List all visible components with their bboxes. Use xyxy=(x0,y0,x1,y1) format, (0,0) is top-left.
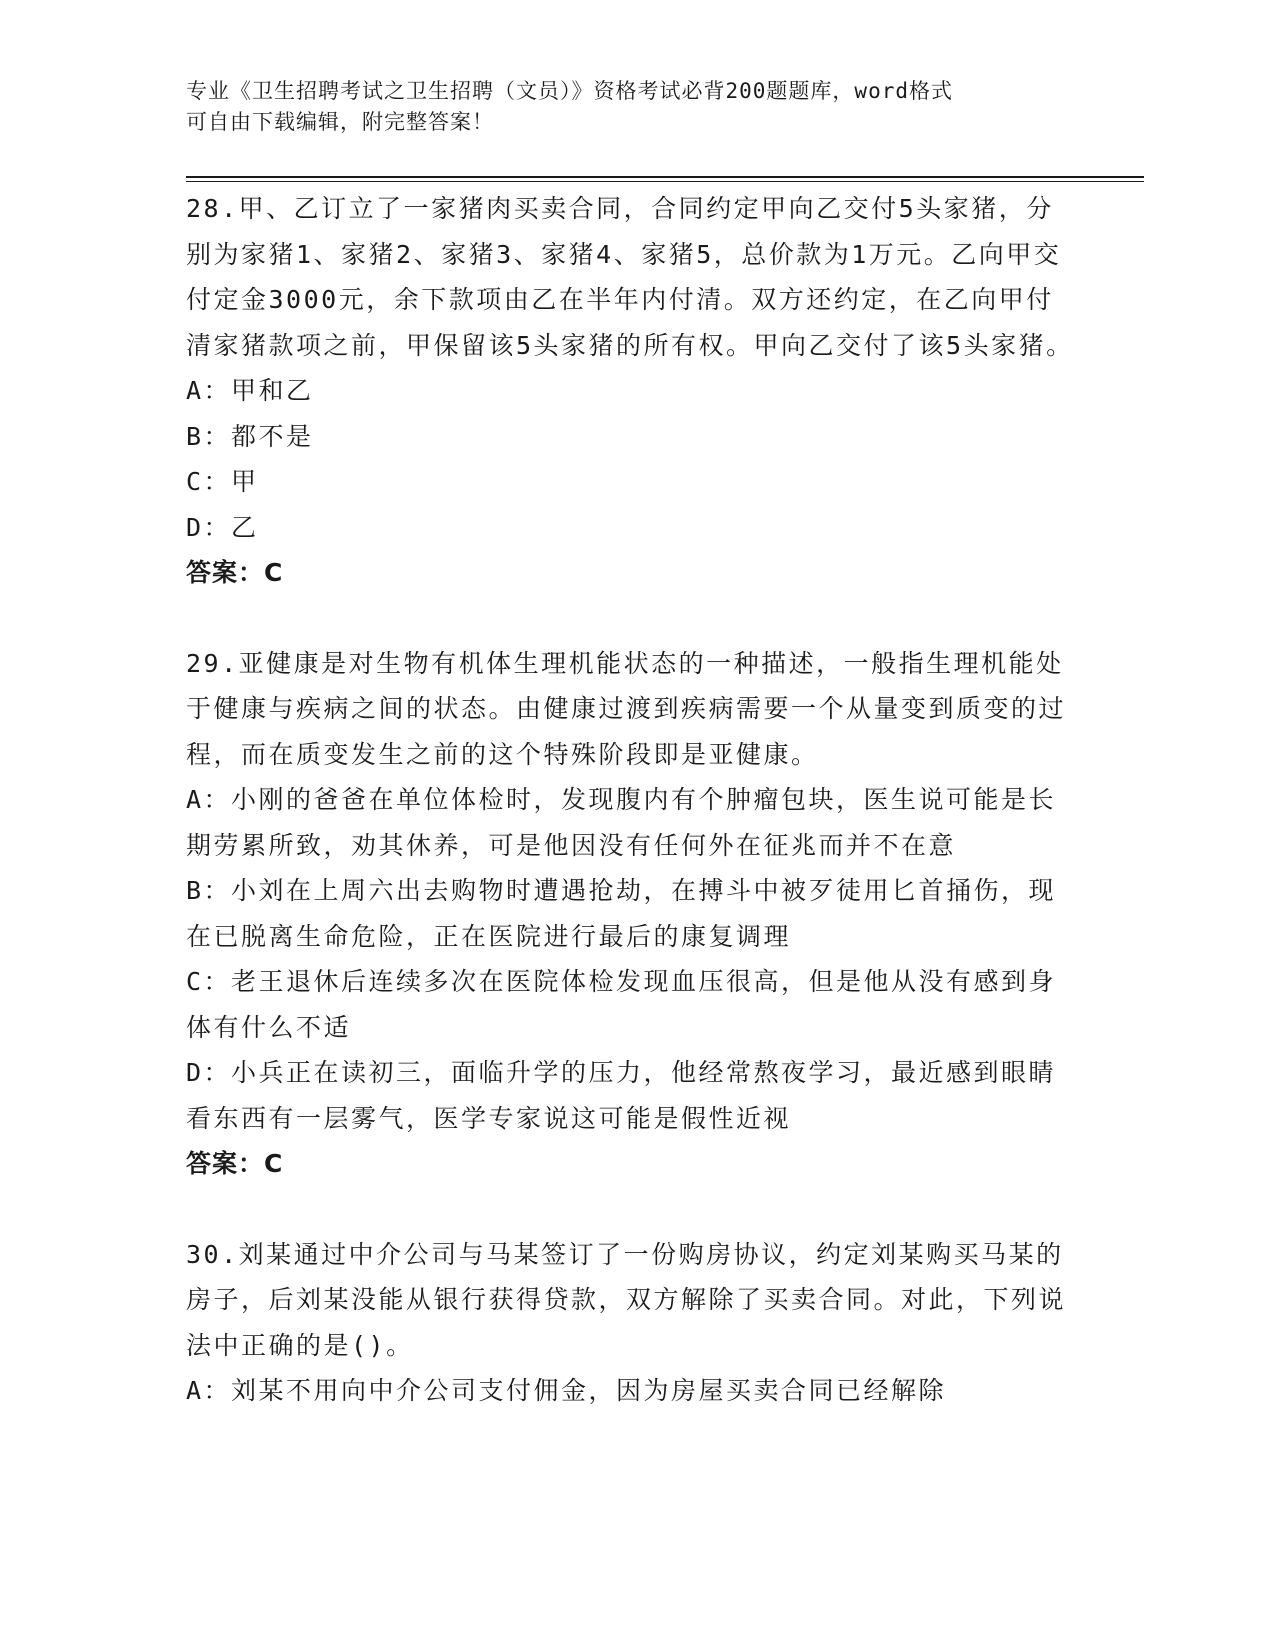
header-divider-thick xyxy=(186,176,1144,178)
option-a: A：小刚的爸爸在单位体检时，发现腹内有个肿瘤包块，医生说可能是长期劳累所致，劝其休养，可是他因没有任何外在征兆而并不在意 xyxy=(186,785,1057,860)
question-30 xyxy=(186,1232,1076,1414)
option-a: A：刘某不用向中介公司支付佣金，因为房屋买卖合同已经解除 xyxy=(186,1376,947,1405)
document-header xyxy=(186,76,1086,138)
header-line-1: 专业《卫生招聘考试之卫生招聘（文员）》资格考试必背200题题库，word格式 xyxy=(186,79,953,103)
question-stem: 29.亚健康是对生物有机体生理机能状态的一种描述，一般指生理机能处于健康与疾病之间的状态。由健康过渡到疾病需要一个从量变到质变的过程，而在质变发生之前的这个特殊阶段即是亚健康。 xyxy=(186,648,1067,769)
question-28 xyxy=(186,186,1076,596)
option-d: D：小兵正在读初三，面临升学的压力，他经常熬夜学习，最近感到眼睛看东西有一层雾气，医学专家说这可能是假性近视 xyxy=(186,1058,1057,1133)
option-c: C：甲 xyxy=(186,467,259,496)
question-list xyxy=(186,186,1076,1459)
option-b: B：小刘在上周六出去购物时遭遇抢劫，在搏斗中被歹徒用匕首捅伤，现在已脱离生命危险，正在医院进行最后的康复调理 xyxy=(186,876,1057,951)
answer: 答案：C xyxy=(186,558,284,587)
header-line-2: 可自由下载编辑，附完整答案！ xyxy=(186,110,494,134)
option-d: D：乙 xyxy=(186,512,259,542)
question-stem: 30.刘某通过中介公司与马某签订了一份购房协议，约定刘某购买马某的房子，后刘某没能从银行获得贷款，双方解除了买卖合同。对此，下列说法中正确的是()。 xyxy=(186,1239,1067,1360)
option-c: C：老王退休后连续多次在医院体检发现血压很高，但是他从没有感到身体有什么不适 xyxy=(186,967,1057,1042)
question-29 xyxy=(186,641,1076,1187)
option-a: A：甲和乙 xyxy=(186,376,314,405)
answer: 答案：C xyxy=(186,1149,284,1178)
header-divider-thin xyxy=(186,181,1144,182)
question-stem: 28.甲、乙订立了一家猪肉买卖合同，合同约定甲向乙交付5头家猪，分别为家猪1、家猪2、家猪3、家猪4、家猪5，总价款为1万元。乙向甲交付定金3000元，余下款项由乙在半年内付清。双方还约定，在乙向甲付清家猪款项之前，甲保留该5头家猪的所有权。甲向乙交付了该5头家猪。 xyxy=(186,194,1074,360)
option-b: B：都不是 xyxy=(186,421,314,451)
